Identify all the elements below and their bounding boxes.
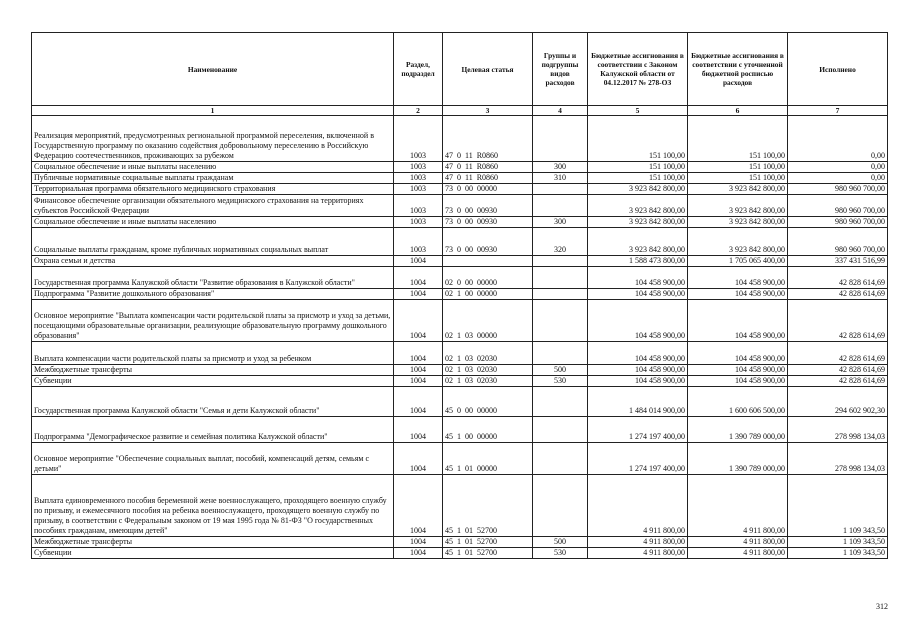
- row-executed-amount: 42 828 614,69: [788, 376, 888, 387]
- row-group: [533, 475, 588, 537]
- table-row: [32, 548, 888, 559]
- row-section: 1004: [394, 417, 443, 443]
- row-section: 1003: [394, 116, 443, 162]
- table-row: [32, 195, 888, 217]
- row-executed-amount: 1 109 343,50: [788, 537, 888, 548]
- row-target: 02 1 03 02030: [443, 342, 533, 365]
- header-section: Раздел, подраздел: [394, 33, 443, 106]
- row-name: Государственная программа Калужской области "Развитие образования в Калужской области": [32, 267, 394, 289]
- row-executed-amount: 42 828 614,69: [788, 289, 888, 300]
- header-name: Наименование: [32, 33, 394, 106]
- row-law-amount: 3 923 842 800,00: [588, 217, 688, 228]
- table-row: [32, 342, 888, 365]
- row-name: Территориальная программа обязательного медицинского страхования: [32, 184, 394, 195]
- row-law-amount: 4 911 800,00: [588, 475, 688, 537]
- row-executed-amount: 980 960 700,00: [788, 228, 888, 256]
- row-target: 45 1 00 00000: [443, 417, 533, 443]
- table-row: [32, 217, 888, 228]
- header-row: [32, 33, 888, 106]
- table-row: [32, 116, 888, 162]
- table-row: [32, 365, 888, 376]
- row-target: 73 0 00 00930: [443, 228, 533, 256]
- budget-table: [31, 32, 888, 559]
- row-executed-amount: 0,00: [788, 162, 888, 173]
- row-section: 1004: [394, 387, 443, 417]
- row-refined-amount: 3 923 842 800,00: [688, 228, 788, 256]
- row-refined-amount: 1 600 606 500,00: [688, 387, 788, 417]
- column-number: 5: [588, 106, 688, 116]
- row-group: [533, 184, 588, 195]
- row-name: Основное мероприятие "Обеспечение социальных выплат, пособий, компенсаций детям, семьям с детьми": [32, 443, 394, 475]
- header-group: Группы и подгруппы видов расходов: [533, 33, 588, 106]
- row-target: 02 1 03 02030: [443, 376, 533, 387]
- row-group: [533, 387, 588, 417]
- row-law-amount: 3 923 842 800,00: [588, 228, 688, 256]
- row-target: 45 1 01 52700: [443, 548, 533, 559]
- row-group: 530: [533, 548, 588, 559]
- row-group: 310: [533, 173, 588, 184]
- row-refined-amount: 1 705 065 400,00: [688, 256, 788, 267]
- row-law-amount: 104 458 900,00: [588, 289, 688, 300]
- column-number: 3: [443, 106, 533, 116]
- row-executed-amount: 1 109 343,50: [788, 475, 888, 537]
- row-section: 1003: [394, 228, 443, 256]
- row-name: Социальные выплаты гражданам, кроме публичных нормативных социальных выплат: [32, 228, 394, 256]
- table-row: [32, 267, 888, 289]
- row-section: 1003: [394, 184, 443, 195]
- table-row: [32, 300, 888, 342]
- row-law-amount: 4 911 800,00: [588, 537, 688, 548]
- row-section: 1004: [394, 443, 443, 475]
- row-section: 1004: [394, 267, 443, 289]
- row-section: 1004: [394, 289, 443, 300]
- row-refined-amount: 151 100,00: [688, 116, 788, 162]
- row-refined-amount: 3 923 842 800,00: [688, 217, 788, 228]
- column-number-row: [32, 106, 888, 116]
- row-executed-amount: 294 602 902,30: [788, 387, 888, 417]
- column-number: 7: [788, 106, 888, 116]
- row-section: 1003: [394, 162, 443, 173]
- row-refined-amount: 4 911 800,00: [688, 537, 788, 548]
- table-row: [32, 184, 888, 195]
- row-refined-amount: 151 100,00: [688, 173, 788, 184]
- row-section: 1004: [394, 342, 443, 365]
- row-executed-amount: 980 960 700,00: [788, 217, 888, 228]
- row-executed-amount: 42 828 614,69: [788, 267, 888, 289]
- row-refined-amount: 104 458 900,00: [688, 342, 788, 365]
- row-group: 300: [533, 217, 588, 228]
- table-row: [32, 417, 888, 443]
- row-refined-amount: 104 458 900,00: [688, 365, 788, 376]
- row-target: 47 0 11 R0860: [443, 116, 533, 162]
- row-law-amount: 1 274 197 400,00: [588, 443, 688, 475]
- row-group: [533, 417, 588, 443]
- row-executed-amount: 1 109 343,50: [788, 548, 888, 559]
- row-target: 45 1 01 52700: [443, 475, 533, 537]
- row-target: 73 0 00 00000: [443, 184, 533, 195]
- row-name: Государственная программа Калужской области "Семья и дети Калужской области": [32, 387, 394, 417]
- row-name: Подпрограмма "Демографическое развитие и семейная политика Калужской области": [32, 417, 394, 443]
- row-law-amount: 1 274 197 400,00: [588, 417, 688, 443]
- row-name: Выплата компенсации части родительской платы за присмотр и уход за ребенком: [32, 342, 394, 365]
- row-refined-amount: 104 458 900,00: [688, 376, 788, 387]
- header-refined: Бюджетные ассигнования в соответствии с уточненной бюджетной росписью расходов: [688, 33, 788, 106]
- page-number: 312: [876, 602, 888, 611]
- row-refined-amount: 104 458 900,00: [688, 300, 788, 342]
- row-target: 47 0 11 R0860: [443, 173, 533, 184]
- row-executed-amount: 42 828 614,69: [788, 300, 888, 342]
- row-group: [533, 116, 588, 162]
- row-target: 02 0 00 00000: [443, 267, 533, 289]
- row-name: Межбюджетные трансферты: [32, 365, 394, 376]
- row-group: [533, 267, 588, 289]
- row-group: 530: [533, 376, 588, 387]
- row-name: Финансовое обеспечение организации обязательного медицинского страхования на территориях субъектов Российской Федерации: [32, 195, 394, 217]
- row-executed-amount: 42 828 614,69: [788, 365, 888, 376]
- row-group: 320: [533, 228, 588, 256]
- row-target: 02 1 03 02030: [443, 365, 533, 376]
- row-name: Социальное обеспечение и иные выплаты населению: [32, 162, 394, 173]
- row-section: 1004: [394, 365, 443, 376]
- row-group: 500: [533, 365, 588, 376]
- table-row: [32, 173, 888, 184]
- row-section: 1004: [394, 256, 443, 267]
- row-target: 73 0 00 00930: [443, 195, 533, 217]
- table-row: [32, 162, 888, 173]
- row-section: 1004: [394, 376, 443, 387]
- row-law-amount: 1 484 014 900,00: [588, 387, 688, 417]
- row-group: [533, 342, 588, 365]
- row-executed-amount: 278 998 134,03: [788, 417, 888, 443]
- row-refined-amount: 3 923 842 800,00: [688, 184, 788, 195]
- row-name: Выплата единовременного пособия беременной жене военнослужащего, проходящего военную службу по призыву, и ежемесячного пособия на ребенка военнослужащего, проходящего военную службу по призыву, в соответствии с Федеральным законом от 19 мая 1995 года № 81-ФЗ "О государственных пособиях гражданам, имеющим детей": [32, 475, 394, 537]
- row-section: 1003: [394, 195, 443, 217]
- table-row: [32, 387, 888, 417]
- row-refined-amount: 104 458 900,00: [688, 267, 788, 289]
- table-body: [32, 116, 888, 559]
- row-group: 500: [533, 537, 588, 548]
- row-law-amount: 3 923 842 800,00: [588, 195, 688, 217]
- row-refined-amount: 3 923 842 800,00: [688, 195, 788, 217]
- row-law-amount: 104 458 900,00: [588, 342, 688, 365]
- table-row: [32, 475, 888, 537]
- row-executed-amount: 980 960 700,00: [788, 184, 888, 195]
- row-law-amount: 104 458 900,00: [588, 365, 688, 376]
- row-law-amount: 4 911 800,00: [588, 548, 688, 559]
- row-section: 1004: [394, 300, 443, 342]
- row-executed-amount: 278 998 134,03: [788, 443, 888, 475]
- row-law-amount: 104 458 900,00: [588, 267, 688, 289]
- row-section: 1004: [394, 475, 443, 537]
- row-refined-amount: 104 458 900,00: [688, 289, 788, 300]
- row-section: 1004: [394, 537, 443, 548]
- table-row: [32, 228, 888, 256]
- header-law: Бюджетные ассигнования в соответствии с Законом Калужской области от 04.12.2017 № 278-ОЗ: [588, 33, 688, 106]
- table-row: [32, 256, 888, 267]
- row-target: 73 0 00 00930: [443, 217, 533, 228]
- row-law-amount: 104 458 900,00: [588, 376, 688, 387]
- row-executed-amount: 0,00: [788, 173, 888, 184]
- row-group: [533, 256, 588, 267]
- header-target: Целевая статья: [443, 33, 533, 106]
- table-row: [32, 537, 888, 548]
- table-row: [32, 289, 888, 300]
- row-name: Основное мероприятие "Выплата компенсации части родительской платы за присмотр и уход за детьми, посещающими образовательные организации, реализующие образовательную программу дошкольного образования": [32, 300, 394, 342]
- row-target: [443, 256, 533, 267]
- row-name: Субвенции: [32, 548, 394, 559]
- row-law-amount: 104 458 900,00: [588, 300, 688, 342]
- row-target: 45 1 01 52700: [443, 537, 533, 548]
- row-section: 1003: [394, 173, 443, 184]
- row-name: Межбюджетные трансферты: [32, 537, 394, 548]
- row-target: 45 1 01 00000: [443, 443, 533, 475]
- row-executed-amount: 0,00: [788, 116, 888, 162]
- row-law-amount: 151 100,00: [588, 173, 688, 184]
- row-group: [533, 300, 588, 342]
- row-refined-amount: 151 100,00: [688, 162, 788, 173]
- row-group: 300: [533, 162, 588, 173]
- row-target: 47 0 11 R0860: [443, 162, 533, 173]
- row-executed-amount: 337 431 516,99: [788, 256, 888, 267]
- row-law-amount: 1 588 473 800,00: [588, 256, 688, 267]
- row-name: Субвенции: [32, 376, 394, 387]
- row-name: Подпрограмма "Развитие дошкольного образования": [32, 289, 394, 300]
- row-executed-amount: 980 960 700,00: [788, 195, 888, 217]
- row-target: 02 1 03 00000: [443, 300, 533, 342]
- row-section: 1003: [394, 217, 443, 228]
- row-name: Реализация мероприятий, предусмотренных региональной программой переселения, включенной в Государственную программу по оказанию содействия добровольному переселению в Российскую Федерацию соотечественников, проживающих за рубежом: [32, 116, 394, 162]
- column-number: 4: [533, 106, 588, 116]
- row-law-amount: 151 100,00: [588, 162, 688, 173]
- row-refined-amount: 1 390 789 000,00: [688, 417, 788, 443]
- row-law-amount: 151 100,00: [588, 116, 688, 162]
- row-target: 02 1 00 00000: [443, 289, 533, 300]
- row-name: Охрана семьи и детства: [32, 256, 394, 267]
- row-name: Публичные нормативные социальные выплаты гражданам: [32, 173, 394, 184]
- row-refined-amount: 1 390 789 000,00: [688, 443, 788, 475]
- row-refined-amount: 4 911 800,00: [688, 475, 788, 537]
- row-executed-amount: 42 828 614,69: [788, 342, 888, 365]
- row-section: 1004: [394, 548, 443, 559]
- table-row: [32, 376, 888, 387]
- row-group: [533, 289, 588, 300]
- column-number: 2: [394, 106, 443, 116]
- row-group: [533, 443, 588, 475]
- table-row: [32, 443, 888, 475]
- row-refined-amount: 4 911 800,00: [688, 548, 788, 559]
- row-law-amount: 3 923 842 800,00: [588, 184, 688, 195]
- header-executed: Исполнено: [788, 33, 888, 106]
- row-name: Социальное обеспечение и иные выплаты населению: [32, 217, 394, 228]
- column-number: 1: [32, 106, 394, 116]
- row-group: [533, 195, 588, 217]
- row-target: 45 0 00 00000: [443, 387, 533, 417]
- column-number: 6: [688, 106, 788, 116]
